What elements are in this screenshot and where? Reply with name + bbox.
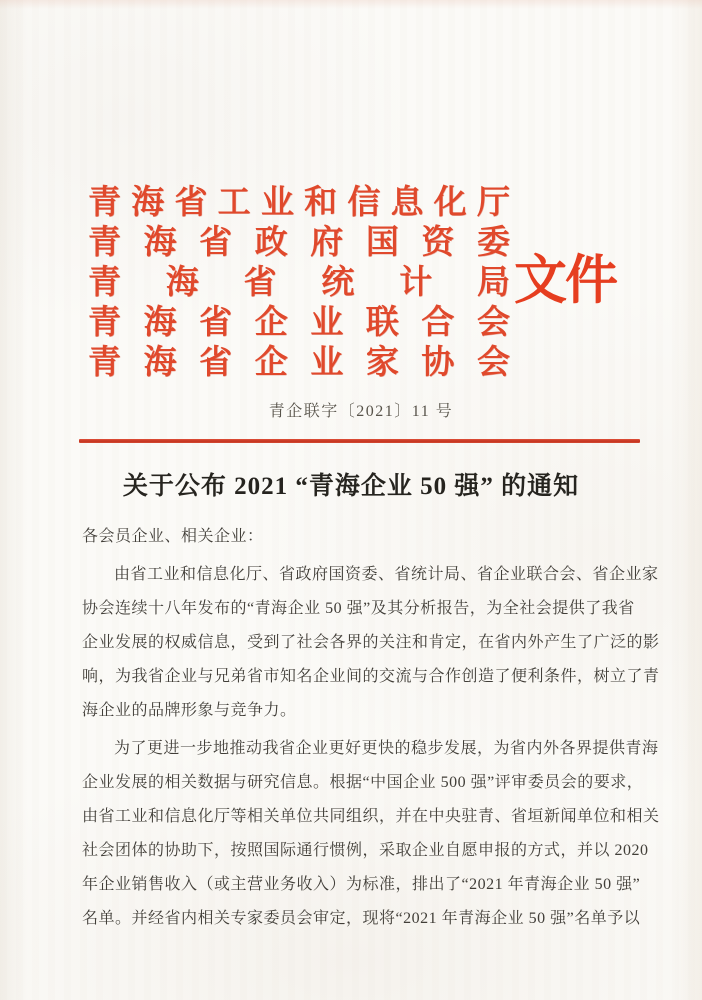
org-line: 青 海 省 统 计 局 (88, 265, 510, 301)
letterhead (88, 183, 510, 383)
document-body (82, 520, 660, 936)
document-type-label: 文件 (514, 251, 616, 310)
body-line: 企业发展的权威信息，受到了社会各界的关注和肯定，在省内外产生了广泛的影 (82, 634, 660, 651)
paragraphs (82, 558, 660, 936)
body-line: 协会连续十八年发布的“青海企业 50 强”及其分析报告，为全社会提供了我省 (82, 600, 635, 617)
org-line: 青 海 省 企 业 联 合 会 (88, 305, 510, 341)
body-line: 企业发展的相关数据与研究信息。根据“中国企业 500 强”评审委员会的要求， (82, 774, 644, 791)
body-line: 为了更进一步地推动我省企业更好更快的稳步发展，为省内外各界提供青海 (114, 740, 659, 757)
body-line: 由省工业和信息化厅等相关单位共同组织，并在中央驻青、省垣新闻单位和相关 (82, 808, 660, 825)
body-line: 名单。并经省内相关专家委员会审定，现将“2021 年青海企业 50 强”名单予以 (82, 910, 641, 927)
body-line: 年企业销售收入（或主营业务收入）为标准，排出了“2021 年青海企业 50 强” (82, 876, 641, 893)
org-line: 青 海 省 政 府 国 资 委 (88, 225, 510, 261)
org-line: 青 海 省 工 业 和 信 息 化 厅 (88, 185, 510, 221)
issuing-organizations (88, 183, 510, 383)
paragraph (82, 558, 660, 728)
org-line: 青 海 省 企 业 家 协 会 (88, 345, 510, 381)
body-line: 由省工业和信息化厅、省政府国资委、省统计局、省企业联合会、省企业家 (114, 566, 659, 583)
document-title: 关于公布 2021 “青海企业 50 强” 的通知 (122, 473, 580, 500)
red-divider-line (79, 439, 640, 443)
body-line: 社会团体的协助下，按照国际通行惯例，采取企业自愿申报的方式，并以 2020 (82, 842, 649, 859)
paragraph (82, 732, 660, 936)
body-line: 响，为我省企业与兄弟省市知名企业间的交流与合作创造了便利条件，树立了青 (82, 668, 660, 685)
salutation: 各会员企业、相关企业： (82, 528, 264, 545)
body-line: 海企业的品牌形象与竞争力。 (82, 702, 297, 719)
document-reference-number: 青企联字〔2021〕11 号 (268, 403, 454, 420)
